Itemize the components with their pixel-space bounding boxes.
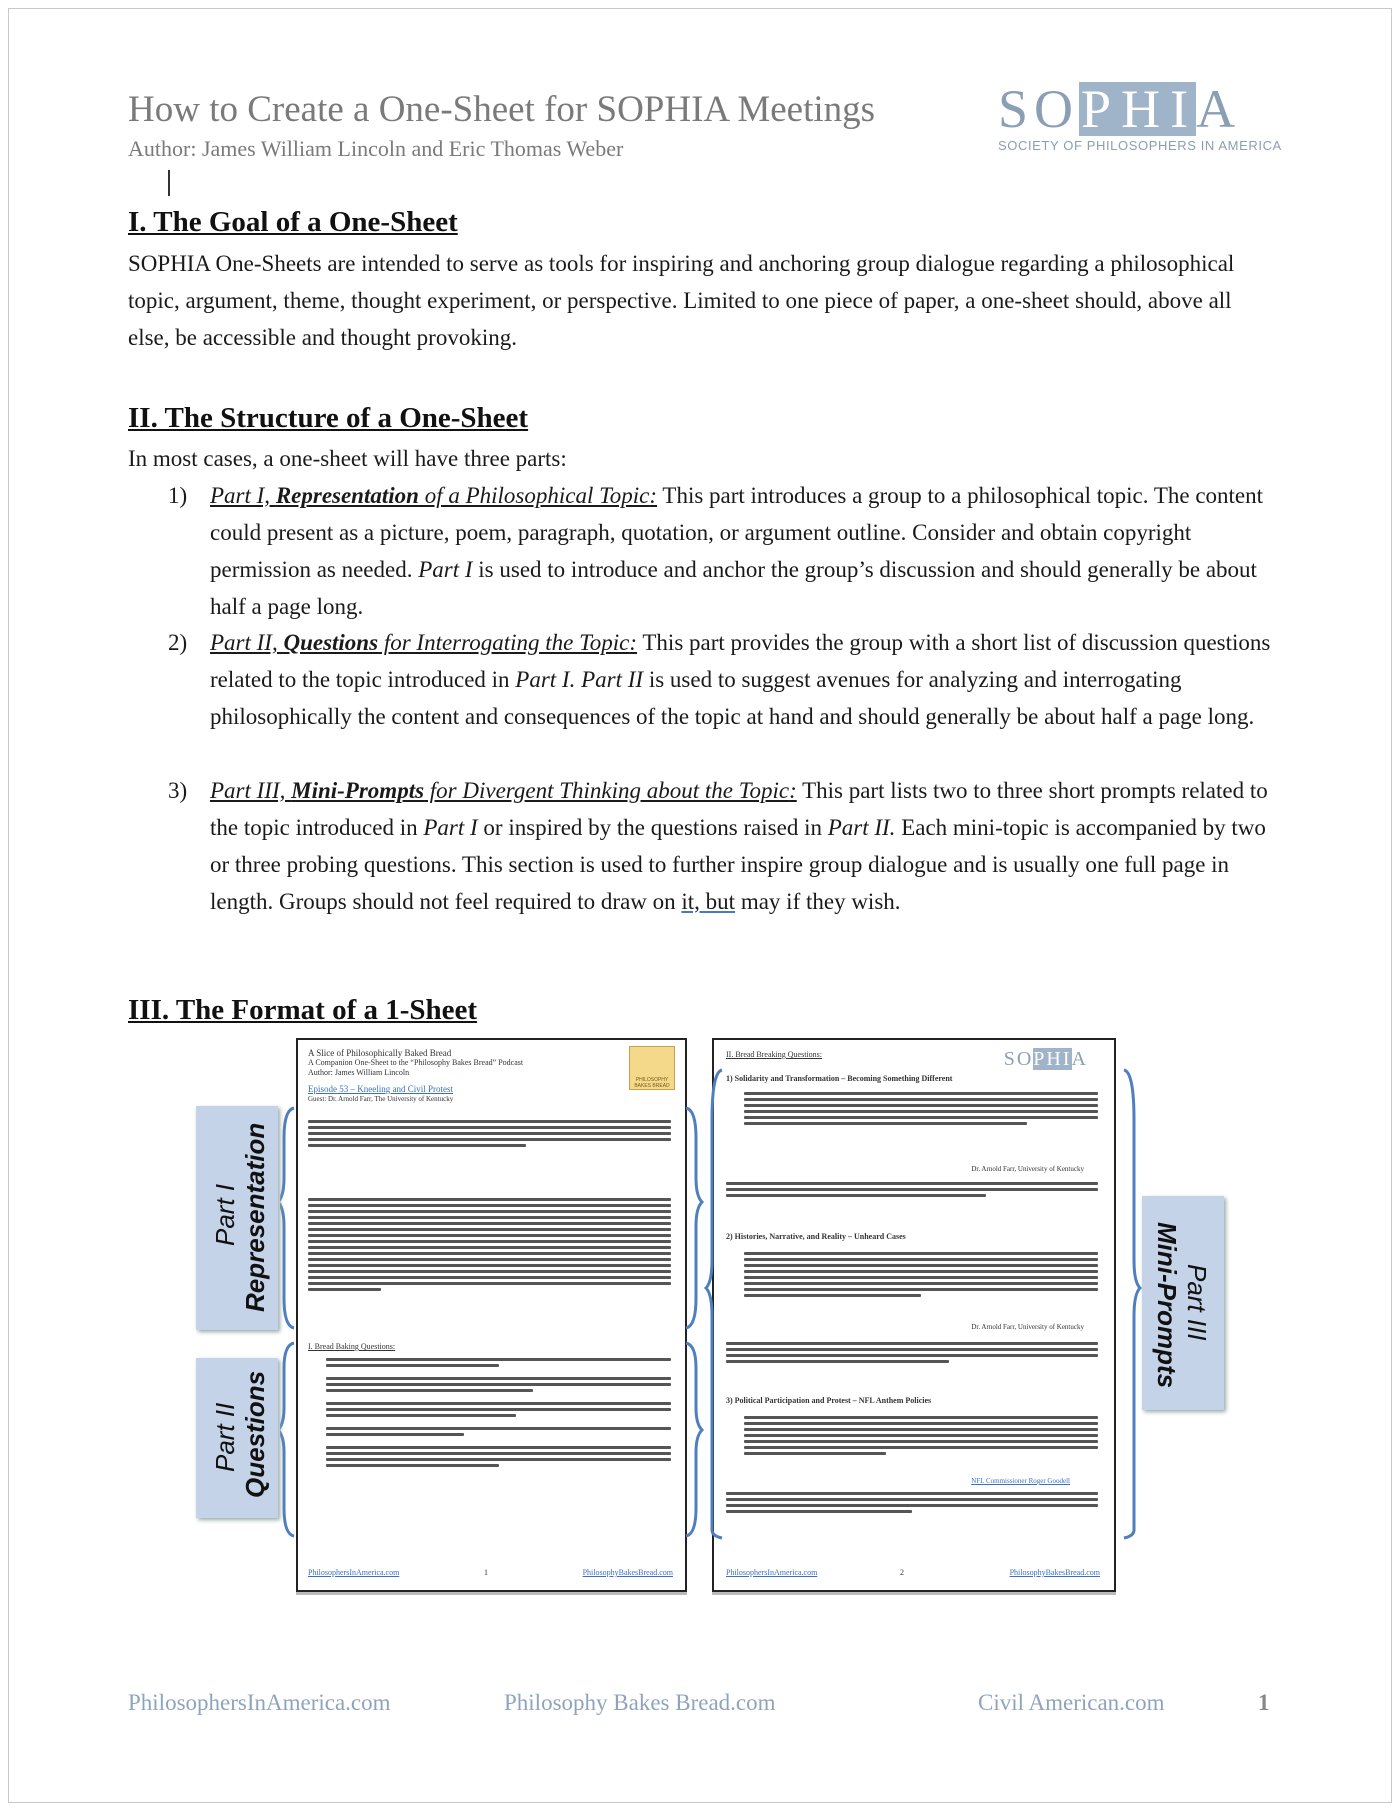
spelling-flag[interactable]: it, but: [681, 889, 736, 914]
section-heading-goal: I. The Goal of a One-Sheet: [128, 206, 458, 238]
thumb2-heading: II. Bread Breaking Questions:: [726, 1050, 822, 1059]
thumb2-attrib2: Dr. Arnold Farr, University of Kentucky: [971, 1323, 1084, 1331]
bracket-left-part3: [706, 1070, 722, 1538]
logo-letter: A: [1196, 79, 1242, 139]
thumb2-prompt2: 2) Histories, Narrative, and Reality – Unheard Cases: [726, 1232, 906, 1241]
section-heading-structure: II. The Structure of a One-Sheet: [128, 402, 529, 434]
section-body-goal: SOPHIA One-Sheets are intended to serve as tools for inspiring and anchoring group dialogue regarding a philosophical topic, argument, theme, thought experiment, or perspective. Limited to one piece of paper, a one-sheet should, above all else, be accessible and thought provoking.: [128, 251, 1235, 350]
thumb-episode: Episode 53 – Kneeling and Civil Protest: [308, 1084, 453, 1094]
text-cursor: [168, 170, 170, 196]
logo-letter: O: [1034, 79, 1080, 139]
thumb-footer-right: PhilosophyBakesBread.com: [582, 1568, 673, 1577]
structure-intro: In most cases, a one-sheet will have three parts:: [128, 446, 567, 471]
thumb2-footer-left: PhilosophersInAmerica.com: [726, 1568, 818, 1577]
list-item-part1: Part I, Representation of a Philosophical Topic: This part introduces a group to a philosophical topic. The content could present as a picture, poem, paragraph, quotation, or argument outline. Consider and obtain copyright permission as needed. Part I is used to introduce and anchor the group’s discussion and should generally be about half a page long.: [210, 483, 1264, 619]
part2-label: Part II, Questions for Interrogating the Topic:: [210, 630, 638, 655]
thumb-footer-left: PhilosophersInAmerica.com: [308, 1568, 400, 1577]
page-number: 1: [1258, 1690, 1270, 1715]
footer-link-bakes-bread[interactable]: Philosophy Bakes Bread.com: [504, 1690, 776, 1715]
section-heading-format: III. The Format of a 1-Sheet: [128, 994, 478, 1026]
part3-label: Part III, Mini-Prompts for Divergent Thinking about the Topic:: [210, 778, 797, 803]
label-part1-representation: Part I Representation: [196, 1106, 278, 1330]
logo-letter: S: [998, 79, 1035, 139]
footer-link-philosophers[interactable]: PhilosophersInAmerica.com: [128, 1690, 391, 1715]
document-author: Author: James William Lincoln and Eric Thomas Weber: [128, 136, 624, 161]
bracket-left-part2: [280, 1343, 294, 1536]
thumb-title: A Slice of Philosophically Baked Bread: [308, 1048, 452, 1058]
list-item-part3: Part III, Mini-Prompts for Divergent Thinking about the Topic: This part lists two to three short prompts related to the topic introduced in Part I or inspired by the questions raised in Part II. Each mini-topic is accompanied by two or three probing questions. This section is used to further inspire group dialogue and is usually one full page in length. Groups should not feel required to draw on it, but may if they wish.: [210, 778, 1268, 914]
bread-logo-icon: PHILOSOPHY BAKES BREAD: [629, 1046, 675, 1090]
list-number: 2): [168, 630, 188, 655]
thumb2-attrib1: Dr. Arnold Farr, University of Kentucky: [971, 1165, 1084, 1173]
section-brackets: [280, 1098, 720, 1538]
list-item-part2: Part II, Questions for Interrogating the Topic: This part provides the group with a short list of discussion questions related to the topic introduced in Part I. Part II is used to suggest avenues for analyzing and interrogating philosophically the content and consequences of the topic at hand and should generally be about half a page long.: [210, 630, 1271, 729]
document-title: How to Create a One-Sheet for SOPHIA Meetings: [128, 89, 876, 130]
thumb2-prompt3: 3) Political Participation and Protest – NFL Anthem Policies: [726, 1396, 932, 1405]
thumb2-sophia-logo: SOPHIA: [1003, 1048, 1088, 1070]
logo-letter: P: [1081, 79, 1118, 139]
thumb2-footer-right: PhilosophyBakesBread.com: [1009, 1568, 1100, 1577]
list-number: 3): [168, 778, 188, 803]
label-part3-mini-prompts: Part III Mini-Prompts: [1142, 1196, 1224, 1410]
list-number: 1): [168, 483, 188, 508]
thumb-guest: Guest: Dr. Arnold Farr, The University of Kentucky: [308, 1095, 454, 1103]
part1-label: Part I, Representation of a Philosophical Topic:: [210, 483, 658, 508]
thumb-footer-num: 1: [484, 1568, 488, 1577]
label-part2-questions: Part II Questions: [196, 1358, 278, 1518]
thumb2-footer-num: 2: [900, 1568, 904, 1577]
thumb2-attrib3: NFL Commissioner Roger Goodell: [971, 1477, 1070, 1485]
section-brackets-page2: [704, 1060, 1144, 1540]
logo-subtitle: SOCIETY OF PHILOSOPHERS IN AMERICA: [998, 138, 1282, 153]
logo-letter: H: [1121, 79, 1167, 139]
thumb-author: Author: James William Lincoln: [308, 1068, 410, 1077]
logo-letter: I: [1170, 79, 1195, 139]
thumb-subtitle: A Companion One-Sheet to the “Philosophy Bakes Bread” Podcast: [308, 1058, 524, 1067]
bracket-right-part1: [686, 1108, 702, 1328]
bracket-right-part2: [686, 1343, 702, 1536]
sophia-logo: [998, 79, 1282, 158]
thumb2-prompt1: 1) Solidarity and Transformation – Becoming Something Different: [726, 1074, 953, 1083]
footer-link-civil-american[interactable]: Civil American.com: [978, 1690, 1165, 1715]
thumb-questions-heading: I. Bread Baking Questions:: [308, 1342, 396, 1351]
bracket-left-part1: [280, 1108, 294, 1328]
bracket-right-part3: [1124, 1070, 1140, 1538]
